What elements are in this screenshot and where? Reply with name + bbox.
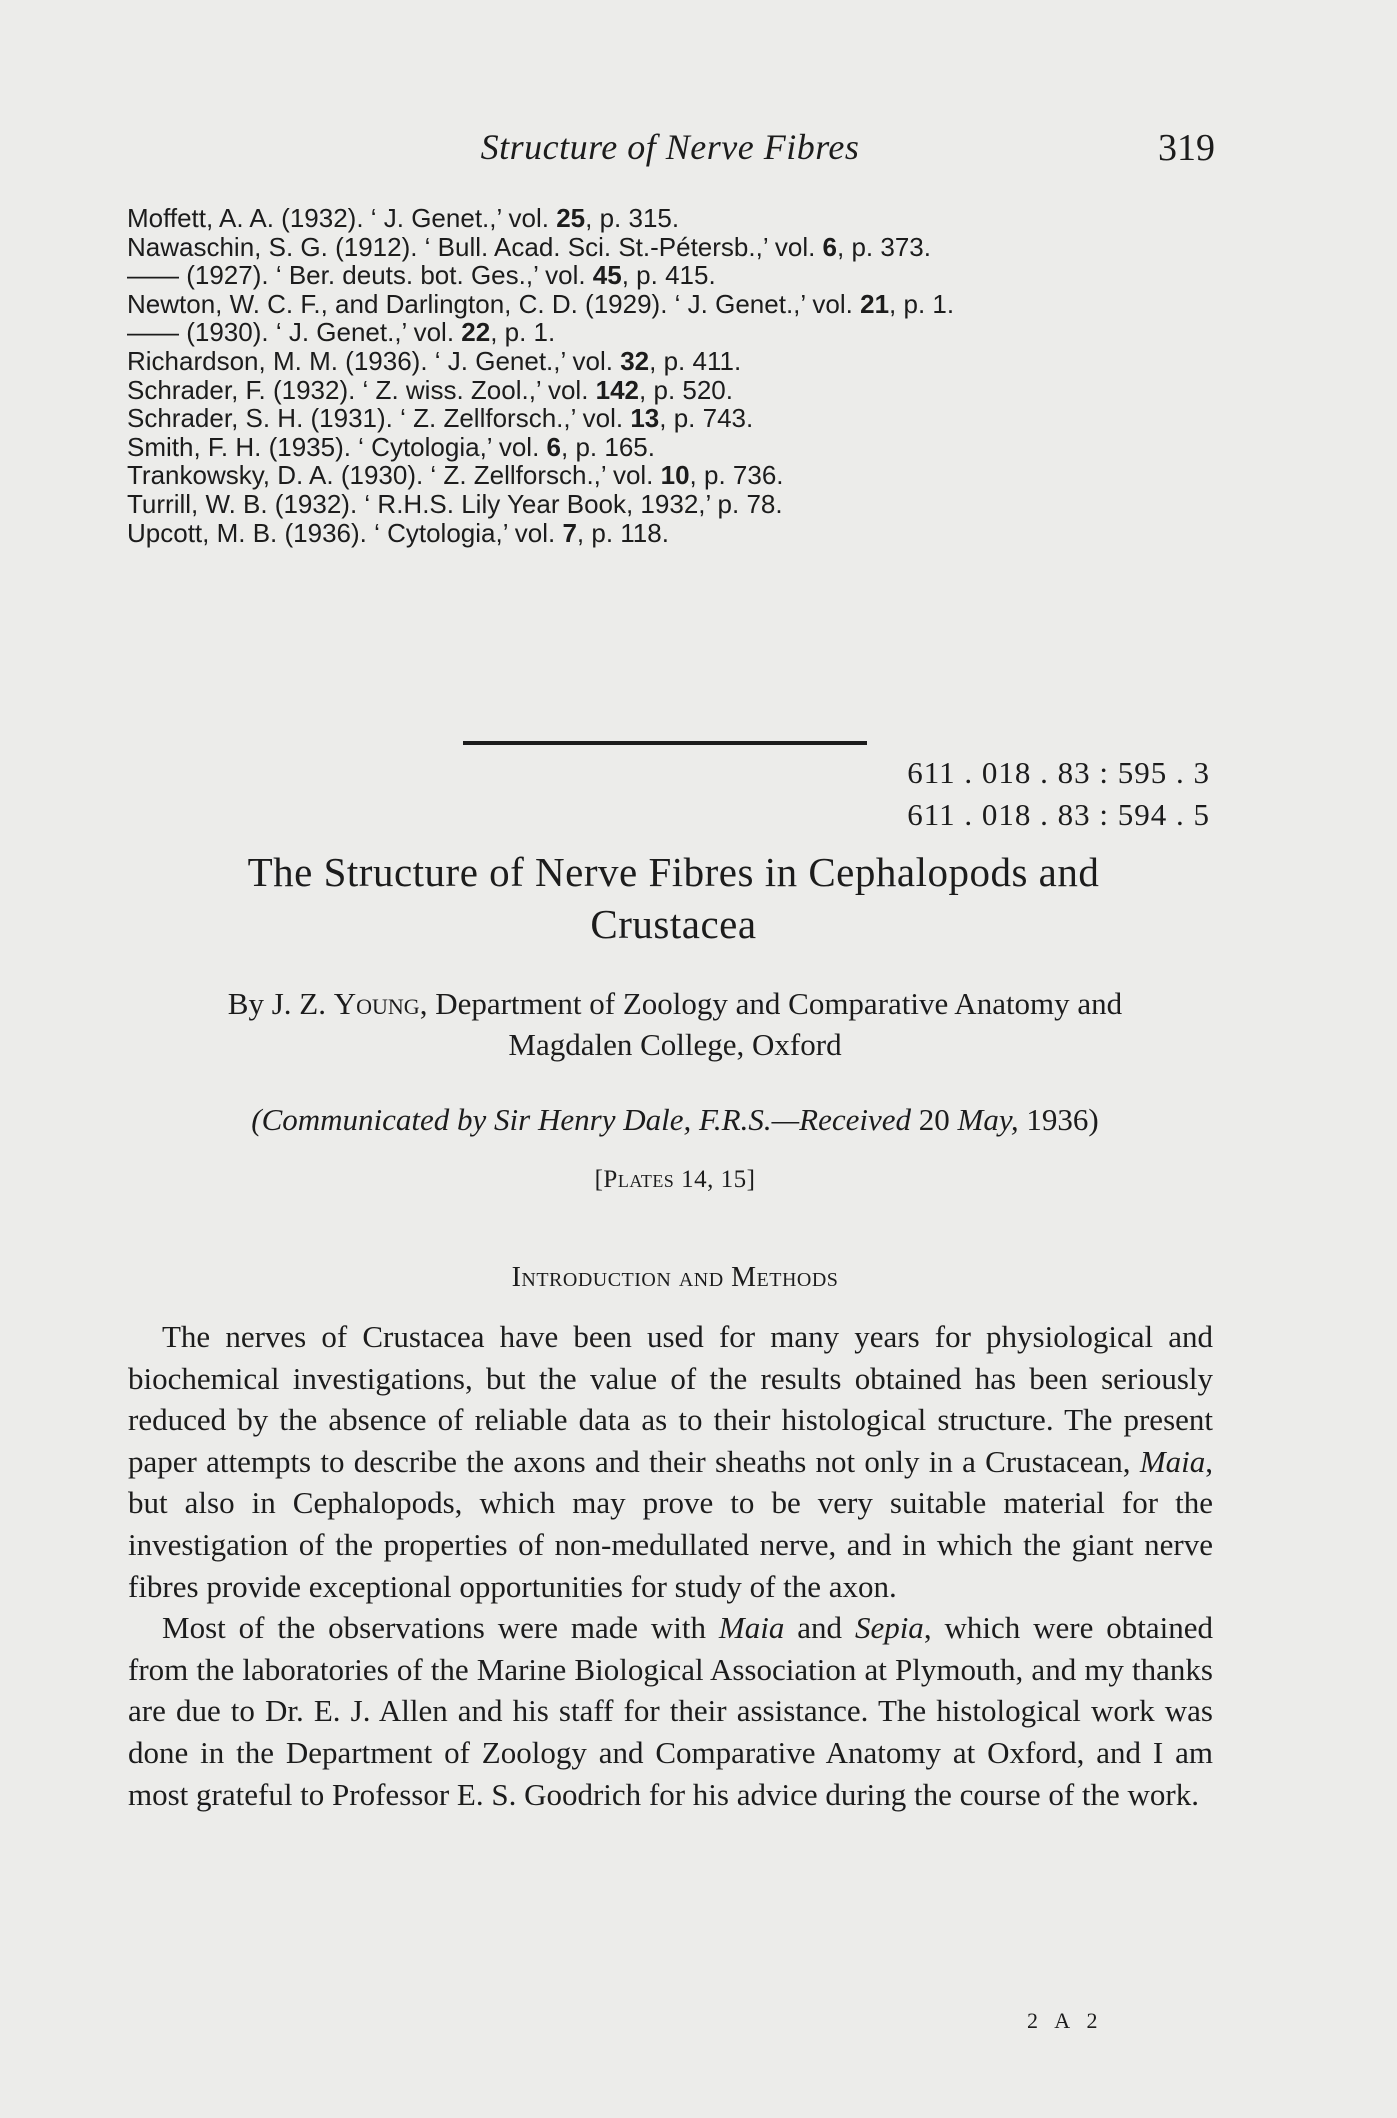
paragraph: Most of the observations were made with Maia and Sepia, which were obtained from the laboratories of the Marine Biological Association at Plymouth, and my thanks are due to Dr. E. J. Allen and his staff for their assistance. The histological work was done in the Department of Zoology and Comparative Anatomy at Oxford, and I am most grateful to Professor E. S. Goodrich for his advice during the course of the work. <box>128 1610 1214 1812</box>
udc-line: 611 . 018 . 83 : 594 . 5 <box>907 797 1210 832</box>
reference-item: Schrader, S. H. (1931). ‘ Z. Zellforsch.,’ vol. 13, p. 743. <box>127 403 754 434</box>
reference-item: Turrill, W. B. (1932). ‘ R.H.S. Lily Year Book, 1932,’ p. 78. <box>127 488 783 519</box>
title-line: Crustacea <box>590 901 757 947</box>
reference-item: Trankowsky, D. A. (1930). ‘ Z. Zellforsch.,’ vol. 10, p. 736. <box>127 460 784 491</box>
reference-item: Nawaschin, S. G. (1912). ‘ Bull. Acad. Sci. St.-Pétersb.,’ vol. 6, p. 373. <box>127 231 931 262</box>
reference-item: —— (1930). ‘ J. Genet.,’ vol. 22, p. 1. <box>127 317 556 348</box>
udc-line: 611 . 018 . 83 : 595 . 3 <box>907 755 1210 790</box>
reference-item: Schrader, F. (1932). ‘ Z. wiss. Zool.,’ vol. 142, p. 520. <box>127 374 733 405</box>
affiliation: , Department of Zoology and Comparative Anatomy and <box>419 986 1123 1021</box>
running-head <box>125 126 1215 176</box>
paragraph: The nerves of Crustacea have been used for many years for physiological and biochemical investigations, but the value of the results obtained has been seriously reduced by the absence of reliable data as to their histological structure. The present paper attempts to describe the axons and their sheaths not only in a Crustacean, Maia, but also in Cephalopods, which may prove to be very suitable material for the investigation of the properties of non-medullated nerve, and in which the giant nerve fibres provide exceptional opportunities for study of the axon. <box>128 1319 1213 1604</box>
reference-item: —— (1927). ‘ Ber. deuts. bot. Ges.,’ vol. 45, p. 415. <box>127 260 716 291</box>
reference-item: Moffett, A. A. (1932). ‘ J. Genet.,’ vol. 25, p. 315. <box>127 203 680 233</box>
byline <box>120 983 1230 1065</box>
communicated-by: (Communicated by Sir Henry Dale, F.R.S.—Received 20 May, 1936) <box>251 1102 1099 1137</box>
body-text <box>128 1316 1213 1815</box>
byline-prefix: By J. Z. <box>227 986 334 1021</box>
section-divider <box>463 741 867 745</box>
reference-list <box>127 204 1227 547</box>
reference-item: Upcott, M. B. (1936). ‘ Cytologia,’ vol. 7, p. 118. <box>127 517 669 548</box>
page-number: 319 <box>1158 127 1215 169</box>
plates-note: [Plates 14, 15] <box>594 1166 756 1193</box>
affiliation: Magdalen College, Oxford <box>508 1027 842 1062</box>
udc-classification <box>907 752 1210 836</box>
title-line: The Structure of Nerve Fibres in Cephalopods and <box>247 849 1100 895</box>
running-title: Structure of Nerve Fibres <box>480 127 860 167</box>
reference-item: Newton, W. C. F., and Darlington, C. D. (1929). ‘ J. Genet.,’ vol. 21, p. 1. <box>127 288 955 319</box>
article-title <box>130 846 1217 950</box>
signature-mark: 2 A 2 <box>1027 2008 1104 2033</box>
reference-item: Smith, F. H. (1935). ‘ Cytologia,’ vol. 6, p. 165. <box>127 431 655 462</box>
author-name: Young <box>333 986 420 1021</box>
section-heading: Introduction and Methods <box>511 1262 839 1293</box>
reference-item: Richardson, M. M. (1936). ‘ J. Genet.,’ vol. 32, p. 411. <box>127 345 742 376</box>
